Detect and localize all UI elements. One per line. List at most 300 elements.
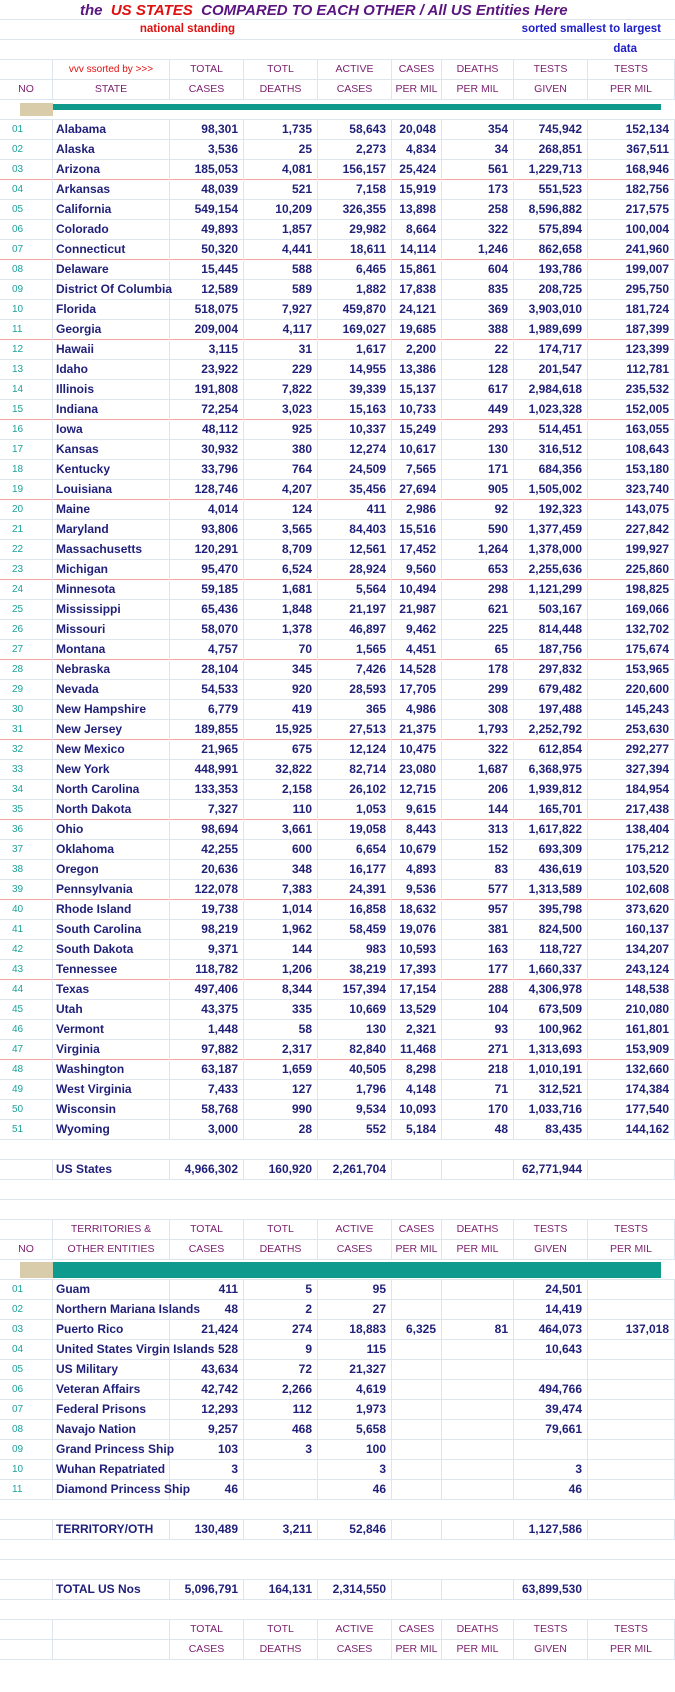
state-cases-per-mil: 10,617 (392, 440, 442, 460)
state-total-deaths: 1,378 (244, 620, 318, 640)
state-active-cases: 1,617 (318, 340, 392, 360)
state-total-cases: 20,636 (170, 860, 244, 880)
state-active-cases: 82,714 (318, 760, 392, 780)
state-total-deaths: 1,014 (244, 900, 318, 920)
divider-swatch (20, 103, 53, 116)
state-state: New Mexico (53, 740, 170, 760)
state-tests-per-mil: 108,643 (588, 440, 675, 460)
state-tests-given: 197,488 (514, 700, 588, 720)
state-active-cases: 552 (318, 1120, 392, 1140)
state-total-deaths: 1,848 (244, 600, 318, 620)
state-no: 34 (0, 780, 53, 800)
state-no: 46 (0, 1020, 53, 1040)
state-tests-given: 1,505,002 (514, 480, 588, 500)
state-total-deaths: 2,158 (244, 780, 318, 800)
header-bottom-cases-per-mil: PER MIL (392, 80, 442, 100)
state-row (0, 1040, 675, 1060)
state-total-cases: 63,187 (170, 1060, 244, 1080)
state-tests-per-mil: 168,946 (588, 160, 675, 180)
state-total-deaths: 675 (244, 740, 318, 760)
state-tests-given: 8,596,882 (514, 200, 588, 220)
state-total-deaths: 1,735 (244, 120, 318, 140)
state-row (0, 1100, 675, 1120)
state-active-cases: 28,924 (318, 560, 392, 580)
state-total-cases: 98,219 (170, 920, 244, 940)
territory-row (0, 1480, 675, 1500)
state-tests-given: 673,509 (514, 1000, 588, 1020)
header-top-tests-per-mil: TESTS (588, 60, 675, 80)
state-row (0, 580, 675, 600)
territory-cases-per-mil (392, 1380, 442, 1400)
state-active-cases: 983 (318, 940, 392, 960)
state-tests-given: 862,658 (514, 240, 588, 260)
state-deaths-per-mil: 621 (442, 600, 514, 620)
state-active-cases: 7,158 (318, 180, 392, 200)
state-tests-given: 1,229,713 (514, 160, 588, 180)
state-state: Colorado (53, 220, 170, 240)
state-state: Indiana (53, 400, 170, 420)
state-deaths-per-mil: 93 (442, 1020, 514, 1040)
state-state: Maine (53, 500, 170, 520)
state-cases-per-mil: 2,321 (392, 1020, 442, 1040)
state-cases-per-mil: 2,200 (392, 340, 442, 360)
header-bottom-tests-given: GIVEN (514, 80, 588, 100)
state-no: 49 (0, 1080, 53, 1100)
state-tests-given: 1,660,337 (514, 960, 588, 980)
state-cases-per-mil: 8,298 (392, 1060, 442, 1080)
state-row (0, 1080, 675, 1100)
state-tests-per-mil: 174,384 (588, 1080, 675, 1100)
state-deaths-per-mil: 48 (442, 1120, 514, 1140)
state-state: Ohio (53, 820, 170, 840)
state-total-cases: 49,893 (170, 220, 244, 240)
state-state: Nebraska (53, 660, 170, 680)
state-tests-per-mil: 134,207 (588, 940, 675, 960)
state-cases-per-mil: 17,154 (392, 980, 442, 1000)
territory-no: 06 (0, 1380, 53, 1400)
state-no: 24 (0, 580, 53, 600)
state-active-cases: 9,534 (318, 1100, 392, 1120)
territory-state: US Military (53, 1360, 170, 1380)
state-tests-per-mil: 175,212 (588, 840, 675, 860)
state-no: 38 (0, 860, 53, 880)
state-total-deaths: 10,209 (244, 200, 318, 220)
state-deaths-per-mil: 1,264 (442, 540, 514, 560)
territory-total-deaths: 2,266 (244, 1380, 318, 1400)
state-tests-per-mil: 225,860 (588, 560, 675, 580)
state-no: 19 (0, 480, 53, 500)
state-row (0, 440, 675, 460)
state-cases-per-mil: 10,593 (392, 940, 442, 960)
territory-total-cases: 3 (170, 1460, 244, 1480)
state-row (0, 960, 675, 980)
state-row (0, 980, 675, 1000)
territory-state: Federal Prisons (53, 1400, 170, 1420)
state-state: Oregon (53, 860, 170, 880)
state-total-deaths: 335 (244, 1000, 318, 1020)
territory-header-top-state: TERRITORIES & (53, 1220, 170, 1240)
state-no: 47 (0, 1040, 53, 1060)
footer-header-row-1 (0, 1620, 675, 1640)
state-total-deaths: 127 (244, 1080, 318, 1100)
territory-no: 04 (0, 1340, 53, 1360)
state-deaths-per-mil: 258 (442, 200, 514, 220)
state-total-deaths: 110 (244, 800, 318, 820)
state-row (0, 760, 675, 780)
state-row (0, 840, 675, 860)
state-cases-per-mil: 23,080 (392, 760, 442, 780)
state-active-cases: 35,456 (318, 480, 392, 500)
state-deaths-per-mil: 144 (442, 800, 514, 820)
territory-total-deaths: 3 (244, 1440, 318, 1460)
territory-tests-given (514, 1440, 588, 1460)
state-cases-per-mil: 15,861 (392, 260, 442, 280)
state-active-cases: 18,611 (318, 240, 392, 260)
page-title: the US STATES COMPARED TO EACH OTHER / All US Entities Here (80, 2, 568, 19)
state-active-cases: 169,027 (318, 320, 392, 340)
divider-bar (53, 1262, 661, 1278)
state-state: California (53, 200, 170, 220)
grand-total-no (0, 1580, 53, 1600)
footer-bottom-total-cases: CASES (170, 1640, 244, 1660)
territory-state: Veteran Affairs (53, 1380, 170, 1400)
territory-header-row-1 (0, 1220, 675, 1240)
territory-tests-per-mil (588, 1360, 675, 1380)
state-deaths-per-mil: 604 (442, 260, 514, 280)
state-deaths-per-mil: 653 (442, 560, 514, 580)
state-total-deaths: 7,822 (244, 380, 318, 400)
state-cases-per-mil: 7,565 (392, 460, 442, 480)
territory-row (0, 1340, 675, 1360)
state-tests-per-mil: 112,781 (588, 360, 675, 380)
territory-total-deaths: 9 (244, 1340, 318, 1360)
footer-bottom-tests-per-mil: PER MIL (588, 1640, 675, 1660)
state-tests-per-mil: 177,540 (588, 1100, 675, 1120)
state-no: 42 (0, 940, 53, 960)
state-total-deaths: 144 (244, 940, 318, 960)
state-row (0, 240, 675, 260)
state-cases-per-mil: 18,632 (392, 900, 442, 920)
state-total-deaths: 3,565 (244, 520, 318, 540)
state-tests-per-mil: 169,066 (588, 600, 675, 620)
state-total-deaths: 3,023 (244, 400, 318, 420)
state-state: Arizona (53, 160, 170, 180)
state-tests-per-mil: 367,511 (588, 140, 675, 160)
state-row (0, 1000, 675, 1020)
state-cases-per-mil: 15,919 (392, 180, 442, 200)
state-row (0, 500, 675, 520)
state-tests-per-mil: 161,801 (588, 1020, 675, 1040)
state-tests-per-mil: 217,438 (588, 800, 675, 820)
state-deaths-per-mil: 577 (442, 880, 514, 900)
state-tests-per-mil: 220,600 (588, 680, 675, 700)
state-deaths-per-mil: 308 (442, 700, 514, 720)
territory-total-total-cases: 130,489 (170, 1520, 244, 1540)
state-deaths-per-mil: 177 (442, 960, 514, 980)
state-active-cases: 1,882 (318, 280, 392, 300)
state-no: 06 (0, 220, 53, 240)
state-state: South Carolina (53, 920, 170, 940)
state-total-cases: 448,991 (170, 760, 244, 780)
header-top-active-cases: ACTIVE (318, 60, 392, 80)
grand-total-total-cases: 5,096,791 (170, 1580, 244, 1600)
state-no: 29 (0, 680, 53, 700)
state-row (0, 780, 675, 800)
state-active-cases: 26,102 (318, 780, 392, 800)
state-deaths-per-mil: 590 (442, 520, 514, 540)
state-deaths-per-mil: 92 (442, 500, 514, 520)
footer-bottom-active-cases: CASES (318, 1640, 392, 1660)
territory-row (0, 1360, 675, 1380)
territory-header-bottom-active-cases: CASES (318, 1240, 392, 1260)
state-deaths-per-mil: 905 (442, 480, 514, 500)
state-total-cases: 97,882 (170, 1040, 244, 1060)
state-total-cases: 3,115 (170, 340, 244, 360)
state-total-deaths: 2,317 (244, 1040, 318, 1060)
state-total-cases: 54,533 (170, 680, 244, 700)
state-tests-per-mil: 152,005 (588, 400, 675, 420)
state-deaths-per-mil: 381 (442, 920, 514, 940)
state-active-cases: 84,403 (318, 520, 392, 540)
state-tests-given: 100,962 (514, 1020, 588, 1040)
state-total-cases: 42,255 (170, 840, 244, 860)
state-active-cases: 58,643 (318, 120, 392, 140)
state-total-deaths: 4,081 (244, 160, 318, 180)
state-no: 12 (0, 340, 53, 360)
state-tests-given: 1,378,000 (514, 540, 588, 560)
state-tests-given: 6,368,975 (514, 760, 588, 780)
state-active-cases: 29,982 (318, 220, 392, 240)
grand-total-state: TOTAL US Nos (53, 1580, 170, 1600)
state-row (0, 940, 675, 960)
territory-total-tests-given: 1,127,586 (514, 1520, 588, 1540)
state-deaths-per-mil: 322 (442, 740, 514, 760)
blank-row (0, 1540, 675, 1560)
state-no: 08 (0, 260, 53, 280)
state-total-cases: 1,448 (170, 1020, 244, 1040)
state-active-cases: 6,654 (318, 840, 392, 860)
state-row (0, 680, 675, 700)
state-deaths-per-mil: 171 (442, 460, 514, 480)
state-state: Maryland (53, 520, 170, 540)
territory-total-cases: 528 (170, 1340, 244, 1360)
territory-total-deaths: 274 (244, 1320, 318, 1340)
state-deaths-per-mil: 152 (442, 840, 514, 860)
state-total-deaths: 6,524 (244, 560, 318, 580)
state-state: Pennsylvania (53, 880, 170, 900)
state-total-cases: 33,796 (170, 460, 244, 480)
state-cases-per-mil: 21,375 (392, 720, 442, 740)
territory-state: Diamond Princess Ship (53, 1480, 170, 1500)
state-no: 37 (0, 840, 53, 860)
territory-active-cases: 115 (318, 1340, 392, 1360)
state-active-cases: 10,337 (318, 420, 392, 440)
header-top-total-deaths: TOTL (244, 60, 318, 80)
state-row (0, 700, 675, 720)
grand-total-tests-given: 63,899,530 (514, 1580, 588, 1600)
state-tests-given: 2,255,636 (514, 560, 588, 580)
territory-total-no (0, 1520, 53, 1540)
state-active-cases: 24,509 (318, 460, 392, 480)
header-bottom-no: NO (0, 80, 53, 100)
territory-total-deaths (244, 1480, 318, 1500)
state-active-cases: 459,870 (318, 300, 392, 320)
territory-tests-given: 24,501 (514, 1280, 588, 1300)
state-tests-per-mil: 198,825 (588, 580, 675, 600)
state-tests-per-mil: 175,674 (588, 640, 675, 660)
territory-deaths-per-mil (442, 1360, 514, 1380)
state-active-cases: 21,197 (318, 600, 392, 620)
state-state: Wisconsin (53, 1100, 170, 1120)
territory-tests-given: 3 (514, 1460, 588, 1480)
state-active-cases: 2,273 (318, 140, 392, 160)
territory-header-top-deaths-per-mil: DEATHS (442, 1220, 514, 1240)
state-state: Kentucky (53, 460, 170, 480)
state-no: 11 (0, 320, 53, 340)
territory-header-bottom-tests-per-mil: PER MIL (588, 1240, 675, 1260)
state-total-deaths: 380 (244, 440, 318, 460)
territory-deaths-per-mil (442, 1340, 514, 1360)
state-cases-per-mil: 9,560 (392, 560, 442, 580)
territory-row (0, 1460, 675, 1480)
territory-deaths-per-mil (442, 1460, 514, 1480)
state-total-deaths: 8,344 (244, 980, 318, 1000)
state-tests-given: 679,482 (514, 680, 588, 700)
territory-total-active-cases: 52,846 (318, 1520, 392, 1540)
territory-deaths-per-mil (442, 1400, 514, 1420)
territory-state: Grand Princess Ship (53, 1440, 170, 1460)
state-no: 09 (0, 280, 53, 300)
territory-total-row (0, 1520, 675, 1540)
state-active-cases: 16,858 (318, 900, 392, 920)
state-deaths-per-mil: 354 (442, 120, 514, 140)
territory-tests-per-mil (588, 1380, 675, 1400)
state-tests-given: 208,725 (514, 280, 588, 300)
state-cases-per-mil: 20,048 (392, 120, 442, 140)
state-tests-given: 2,252,792 (514, 720, 588, 740)
territory-deaths-per-mil (442, 1420, 514, 1440)
state-active-cases: 82,840 (318, 1040, 392, 1060)
total-total-deaths: 160,920 (244, 1160, 318, 1180)
state-tests-per-mil: 132,702 (588, 620, 675, 640)
header-top-cases-per-mil: CASES (392, 60, 442, 80)
teal-divider (0, 100, 675, 120)
territory-cases-per-mil (392, 1420, 442, 1440)
footer-bottom-total-deaths: DEATHS (244, 1640, 318, 1660)
state-state: Alabama (53, 120, 170, 140)
state-deaths-per-mil: 1,687 (442, 760, 514, 780)
territory-active-cases: 3 (318, 1460, 392, 1480)
state-total-cases: 497,406 (170, 980, 244, 1000)
header-bottom-active-cases: CASES (318, 80, 392, 100)
state-tests-given: 514,451 (514, 420, 588, 440)
state-cases-per-mil: 9,462 (392, 620, 442, 640)
state-tests-given: 1,313,589 (514, 880, 588, 900)
territory-total-cases: 103 (170, 1440, 244, 1460)
state-state: Mississippi (53, 600, 170, 620)
footer-top-active-cases: ACTIVE (318, 1620, 392, 1640)
state-tests-per-mil: 373,620 (588, 900, 675, 920)
state-no: 28 (0, 660, 53, 680)
state-state: Alaska (53, 140, 170, 160)
state-total-deaths: 1,659 (244, 1060, 318, 1080)
grand-total-active-cases: 2,314,550 (318, 1580, 392, 1600)
subtitle-row-2 (0, 40, 675, 60)
state-row (0, 880, 675, 900)
state-deaths-per-mil: 298 (442, 580, 514, 600)
state-tests-given: 693,309 (514, 840, 588, 860)
state-state: District Of Columbia (53, 280, 170, 300)
state-active-cases: 1,053 (318, 800, 392, 820)
state-tests-per-mil: 292,277 (588, 740, 675, 760)
state-state: Illinois (53, 380, 170, 400)
territory-active-cases: 100 (318, 1440, 392, 1460)
territory-header-row-2 (0, 1240, 675, 1260)
state-state: Florida (53, 300, 170, 320)
footer-blank (0, 1640, 53, 1660)
state-cases-per-mil: 15,249 (392, 420, 442, 440)
state-no: 25 (0, 600, 53, 620)
territory-active-cases: 95 (318, 1280, 392, 1300)
territory-cases-per-mil (392, 1440, 442, 1460)
territory-deaths-per-mil (442, 1440, 514, 1460)
state-row (0, 460, 675, 480)
blank-row (0, 1560, 675, 1580)
state-tests-given: 192,323 (514, 500, 588, 520)
footer-blank (53, 1640, 170, 1660)
state-active-cases: 130 (318, 1020, 392, 1040)
state-row (0, 400, 675, 420)
state-state: Utah (53, 1000, 170, 1020)
state-cases-per-mil: 14,114 (392, 240, 442, 260)
state-tests-given: 118,727 (514, 940, 588, 960)
state-cases-per-mil: 4,893 (392, 860, 442, 880)
state-row (0, 660, 675, 680)
territory-tests-given: 46 (514, 1480, 588, 1500)
state-total-cases: 65,436 (170, 600, 244, 620)
state-active-cases: 10,669 (318, 1000, 392, 1020)
territory-total-state: TERRITORY/OTH (53, 1520, 170, 1540)
territory-total-tests-per-mil (588, 1520, 675, 1540)
state-deaths-per-mil: 71 (442, 1080, 514, 1100)
state-active-cases: 1,796 (318, 1080, 392, 1100)
state-state: Vermont (53, 1020, 170, 1040)
state-no: 36 (0, 820, 53, 840)
grand-total-row (0, 1580, 675, 1600)
territory-total-cases: 46 (170, 1480, 244, 1500)
territory-state: Wuhan Repatriated (53, 1460, 170, 1480)
state-row (0, 380, 675, 400)
territory-total-deaths: 2 (244, 1300, 318, 1320)
state-total-cases: 48,039 (170, 180, 244, 200)
territory-no: 03 (0, 1320, 53, 1340)
state-active-cases: 24,391 (318, 880, 392, 900)
state-total-cases: 7,433 (170, 1080, 244, 1100)
state-no: 15 (0, 400, 53, 420)
state-no: 33 (0, 760, 53, 780)
territory-deaths-per-mil: 81 (442, 1320, 514, 1340)
state-no: 23 (0, 560, 53, 580)
territory-deaths-per-mil (442, 1380, 514, 1400)
state-row (0, 600, 675, 620)
state-total-deaths: 589 (244, 280, 318, 300)
state-state: Louisiana (53, 480, 170, 500)
state-no: 35 (0, 800, 53, 820)
state-no: 20 (0, 500, 53, 520)
state-deaths-per-mil: 178 (442, 660, 514, 680)
state-deaths-per-mil: 173 (442, 180, 514, 200)
territory-total-total-deaths: 3,211 (244, 1520, 318, 1540)
